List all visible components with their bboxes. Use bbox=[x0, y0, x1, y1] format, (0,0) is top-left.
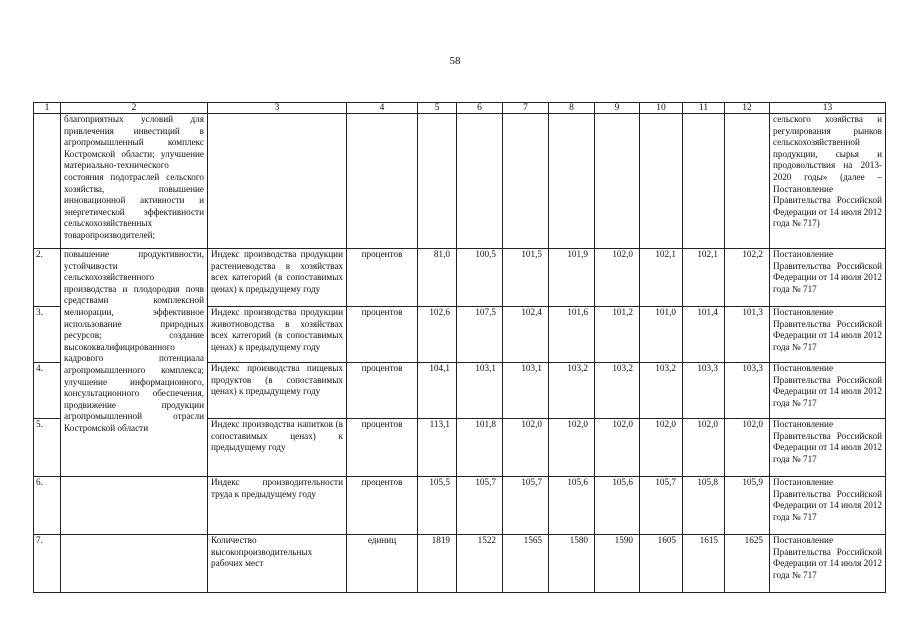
value-cell: 1522 bbox=[457, 535, 503, 593]
goal-cell: благоприятных условий для привлечения инвестиций в агропромышленный комплекс Костромской области; улучшение материально-технического состояния подотраслей сельского хозяйства, повышение инновационной активности и энергетической эффективности сельскохозяйственных товаропроизводителей; bbox=[61, 114, 208, 249]
merged-goal-cell: повышение продуктивности, устойчивости сельскохозяйственного производства и плодородия почв средствами комплексной мелиорации, эффективное использование природных ресурсов; создание высококвалифицированного кадрового потенциала агропромышленного комплекса; улучшение информационного, консультационного обеспечения, продвижение продукции агропромышленной отрасли Костромской области bbox=[61, 249, 208, 477]
value-cell: 102,4 bbox=[503, 307, 549, 363]
value-cell: 102,0 bbox=[683, 419, 725, 477]
row-number-cell bbox=[34, 114, 61, 249]
source-cell: Постановление Правительства Российской Федерации от 14 июля 2012 года № 717 bbox=[770, 249, 886, 307]
value-cell bbox=[457, 114, 503, 249]
row-number-cell: 5. bbox=[34, 419, 61, 477]
value-cell: 101,9 bbox=[549, 249, 595, 307]
value-cell: 103,2 bbox=[549, 363, 595, 419]
unit-cell: процентов bbox=[347, 363, 418, 419]
value-cell: 1565 bbox=[503, 535, 549, 593]
value-cell: 103,3 bbox=[725, 363, 770, 419]
value-cell: 100,5 bbox=[457, 249, 503, 307]
row-number-cell: 6. bbox=[34, 477, 61, 535]
value-cell bbox=[640, 114, 683, 249]
source-cell: Постановление Правительства Российской Федерации от 14 июля 2012 года № 717 bbox=[770, 419, 886, 477]
value-cell: 102,6 bbox=[418, 307, 457, 363]
value-cell: 102,0 bbox=[640, 419, 683, 477]
header-cell: 5 bbox=[418, 103, 457, 114]
value-cell: 1605 bbox=[640, 535, 683, 593]
value-cell: 1590 bbox=[595, 535, 640, 593]
unit-cell: единиц bbox=[347, 535, 418, 593]
value-cell bbox=[595, 114, 640, 249]
value-cell bbox=[549, 114, 595, 249]
unit-cell: процентов bbox=[347, 419, 418, 477]
value-cell: 105,7 bbox=[503, 477, 549, 535]
value-cell bbox=[503, 114, 549, 249]
value-cell bbox=[725, 114, 770, 249]
value-cell: 102,0 bbox=[549, 419, 595, 477]
value-cell: 102,2 bbox=[725, 249, 770, 307]
value-cell: 105,9 bbox=[725, 477, 770, 535]
row-number-cell: 3. bbox=[34, 307, 61, 363]
header-cell: 3 bbox=[208, 103, 347, 114]
table-row bbox=[34, 477, 886, 535]
indicator-cell: Индекс производства продукции растениеводства в хозяйствах всех категорий (в сопоставимых ценах) к предыдущему году bbox=[208, 249, 347, 307]
unit-cell: процентов bbox=[347, 477, 418, 535]
value-cell: 101,0 bbox=[640, 307, 683, 363]
header-cell: 11 bbox=[683, 103, 725, 114]
value-cell: 1615 bbox=[683, 535, 725, 593]
value-cell: 102,0 bbox=[725, 419, 770, 477]
row-number-cell: 2. bbox=[34, 249, 61, 307]
value-cell: 103,2 bbox=[595, 363, 640, 419]
value-cell: 1625 bbox=[725, 535, 770, 593]
header-cell: 12 bbox=[725, 103, 770, 114]
header-cell: 1 bbox=[34, 103, 61, 114]
value-cell: 81,0 bbox=[418, 249, 457, 307]
indicator-cell: Количество высокопроизводительных рабочих мест bbox=[208, 535, 347, 593]
value-cell: 105,7 bbox=[640, 477, 683, 535]
value-cell: 101,2 bbox=[595, 307, 640, 363]
indicator-cell: Индекс производительности труда к предыдущему году bbox=[208, 477, 347, 535]
value-cell: 102,1 bbox=[683, 249, 725, 307]
continuation-row bbox=[34, 114, 886, 249]
goal-cell bbox=[61, 535, 208, 593]
value-cell: 105,5 bbox=[418, 477, 457, 535]
goal-cell bbox=[61, 477, 208, 535]
value-cell: 107,5 bbox=[457, 307, 503, 363]
unit-cell bbox=[347, 114, 418, 249]
value-cell: 1580 bbox=[549, 535, 595, 593]
header-cell: 7 bbox=[503, 103, 549, 114]
header-cell: 6 bbox=[457, 103, 503, 114]
value-cell: 104,1 bbox=[418, 363, 457, 419]
page-number: 58 bbox=[449, 55, 461, 67]
header-cell: 10 bbox=[640, 103, 683, 114]
source-cell: Постановление Правительства Российской Федерации от 14 июля 2012 года № 717 bbox=[770, 307, 886, 363]
table-row bbox=[34, 249, 886, 307]
value-cell: 105,6 bbox=[549, 477, 595, 535]
value-cell: 101,3 bbox=[725, 307, 770, 363]
unit-cell: процентов bbox=[347, 307, 418, 363]
value-cell: 101,5 bbox=[503, 249, 549, 307]
header-cell: 8 bbox=[549, 103, 595, 114]
value-cell: 102,0 bbox=[503, 419, 549, 477]
indicator-cell: Индекс производства продукции животноводства в хозяйствах всех категорий (в сопоставимых ценах) к предыдущему году bbox=[208, 307, 347, 363]
value-cell: 102,0 bbox=[595, 249, 640, 307]
table-row bbox=[34, 535, 886, 593]
value-cell: 105,7 bbox=[457, 477, 503, 535]
value-cell bbox=[683, 114, 725, 249]
header-cell: 2 bbox=[61, 103, 208, 114]
indicator-cell: Индекс производства напитков (в сопоставимых ценах) к предыдущему году bbox=[208, 419, 347, 477]
value-cell: 101,4 bbox=[683, 307, 725, 363]
value-cell bbox=[418, 114, 457, 249]
source-cell: Постановление Правительства Российской Федерации от 14 июля 2012 года № 717 bbox=[770, 363, 886, 419]
indicator-cell bbox=[208, 114, 347, 249]
value-cell: 102,1 bbox=[640, 249, 683, 307]
source-cell: Постановление Правительства Российской Федерации от 14 июля 2012 года № 717 bbox=[770, 477, 886, 535]
unit-cell: процентов bbox=[347, 249, 418, 307]
value-cell: 101,6 bbox=[549, 307, 595, 363]
value-cell: 102,0 bbox=[595, 419, 640, 477]
indicators-table bbox=[33, 102, 886, 593]
value-cell: 101,8 bbox=[457, 419, 503, 477]
header-cell: 9 bbox=[595, 103, 640, 114]
value-cell: 105,6 bbox=[595, 477, 640, 535]
value-cell: 1819 bbox=[418, 535, 457, 593]
value-cell: 103,1 bbox=[503, 363, 549, 419]
value-cell: 103,2 bbox=[640, 363, 683, 419]
header-row bbox=[34, 103, 886, 114]
value-cell: 105,8 bbox=[683, 477, 725, 535]
source-cell: сельского хозяйства и регулирования рынков сельскохозяйственной продукции, сырья и продовольствия на 2013-2020 годы» (далее – Постановление Правительства Российской Федерации от 14 июля 2012 года № 717) bbox=[770, 114, 886, 249]
value-cell: 113,1 bbox=[418, 419, 457, 477]
source-cell: Постановление Правительства Российской Федерации от 14 июля 2012 года № 717 bbox=[770, 535, 886, 593]
row-number-cell: 4. bbox=[34, 363, 61, 419]
value-cell: 103,3 bbox=[683, 363, 725, 419]
value-cell: 103,1 bbox=[457, 363, 503, 419]
header-cell: 4 bbox=[347, 103, 418, 114]
row-number-cell: 7. bbox=[34, 535, 61, 593]
header-cell: 13 bbox=[770, 103, 886, 114]
indicator-cell: Индекс производства пищевых продуктов (в сопоставимых ценах) к предыдущему году bbox=[208, 363, 347, 419]
